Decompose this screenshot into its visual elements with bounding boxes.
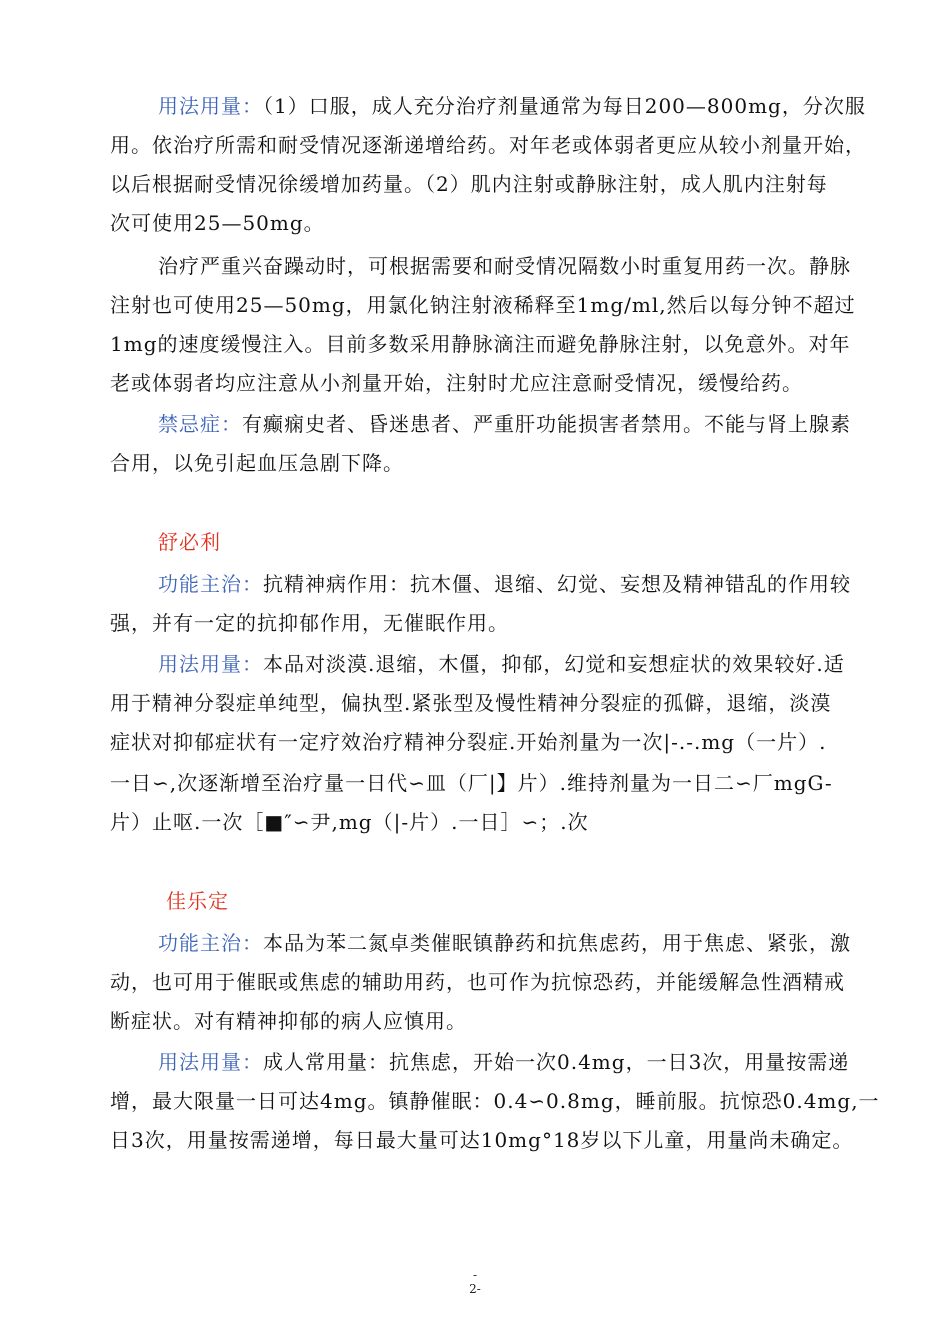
func-line-2: 强，并有一定的抗抑郁作用，无催眠作用。 (110, 611, 509, 635)
dosage-text: 成人常用量：抗焦虑，开始一次0.4mg，一日3次，用量按需递 (263, 1050, 850, 1074)
para2-line-2: 注射也可使用25—50mg，用氯化钠注射液稀释至1mg/ml,然后以每分钟不超过 (110, 293, 856, 317)
dosage-line-4: 次可使用25—50mg。 (110, 211, 325, 235)
page-number: 2- (469, 1282, 481, 1296)
contra-heading: 禁忌症： (158, 412, 242, 436)
dosage-heading: 用法用量： (158, 94, 263, 118)
func-heading: 功能主治： (158, 931, 263, 955)
dosage-c-line-3: 日3次，用量按需递增，每日最大量可达10mg°18岁以下儿童，用量尚未确定。 (110, 1128, 854, 1152)
func-c-line-1 (158, 929, 870, 957)
section-b-title: 舒必利 (158, 530, 221, 554)
dosage-heading: 用法用量： (158, 1050, 263, 1074)
dosage-b-line-2: 用于精神分裂症单纯型，偏执型.紧张型及慢性精神分裂症的孤僻，退缩，淡漠 (110, 691, 832, 715)
dosage-b-line-5: 片）止呕.一次［■″∽尹,mg（|-片）.一日］∽；.次 (110, 810, 589, 834)
para2-line-4: 老或体弱者均应注意从小剂量开始，注射时尤应注意耐受情况，缓慢给药。 (110, 371, 803, 395)
dosage-b-line-1 (158, 650, 870, 678)
dosage-line-2: 用。依治疗所需和耐受情况逐渐递增给药。对年老或体弱者更应从较小剂量开始， (110, 133, 866, 157)
dosage-b-line-3: 症状对抑郁症状有一定疗效治疗精神分裂症.开始剂量为一次|-.-.mg（一片）. (110, 730, 827, 754)
contra-line-1 (158, 410, 870, 438)
dosage-heading: 用法用量： (158, 652, 263, 676)
dosage-text: （1）口服，成人充分治疗剂量通常为每日200—800mg，分次服 (263, 94, 866, 118)
func-text: 抗精神病作用：抗木僵、退缩、幻觉、妄想及精神错乱的作用较 (263, 572, 851, 596)
para2-line-1: 治疗严重兴奋躁动时，可根据需要和耐受情况隔数小时重复用药一次。静脉 (158, 254, 851, 278)
dosage-c-line-2: 增，最大限量一日可达4mg。镇静催眠：0.4∽0.8mg，睡前服。抗惊恐0.4mg,一 (110, 1089, 880, 1113)
func-c-line-2: 动，也可用于催眠或焦虑的辅助用药，也可作为抗惊恐药，并能缓解急性酒精戒 (110, 970, 845, 994)
section-c-title: 佳乐定 (166, 889, 229, 913)
func-c-line-3: 断症状。对有精神抑郁的病人应慎用。 (110, 1009, 467, 1033)
contra-text: 有癫痫史者、昏迷患者、严重肝功能损害者禁用。不能与肾上腺素 (242, 412, 851, 436)
page-footer (440, 1268, 510, 1296)
func-heading: 功能主治： (158, 572, 263, 596)
dosage-b-line-4: 一日∽,次逐渐增至治疗量一日代∽皿（厂|】片）.维持剂量为一日二∽厂mgG- (110, 771, 833, 795)
dosage-line-1 (158, 92, 870, 120)
func-text: 本品为苯二氮卓类催眠镇静药和抗焦虑药，用于焦虑、紧张，激 (263, 931, 851, 955)
dosage-c-line-1 (158, 1048, 870, 1076)
dosage-text: 本品对淡漠.退缩，木僵，抑郁，幻觉和妄想症状的效果较好.适 (263, 652, 845, 676)
footer-mark: - (472, 1268, 478, 1282)
contra-line-2: 合用，以免引起血压急剧下降。 (110, 451, 404, 475)
dosage-line-3: 以后根据耐受情况徐缓增加药量。（2）肌内注射或静脉注射，成人肌内注射每 (110, 172, 828, 196)
para2-line-3: 1mg的速度缓慢注入。目前多数采用静脉滴注而避免静脉注射，以免意外。对年 (110, 332, 851, 356)
func-line-1 (158, 570, 870, 598)
